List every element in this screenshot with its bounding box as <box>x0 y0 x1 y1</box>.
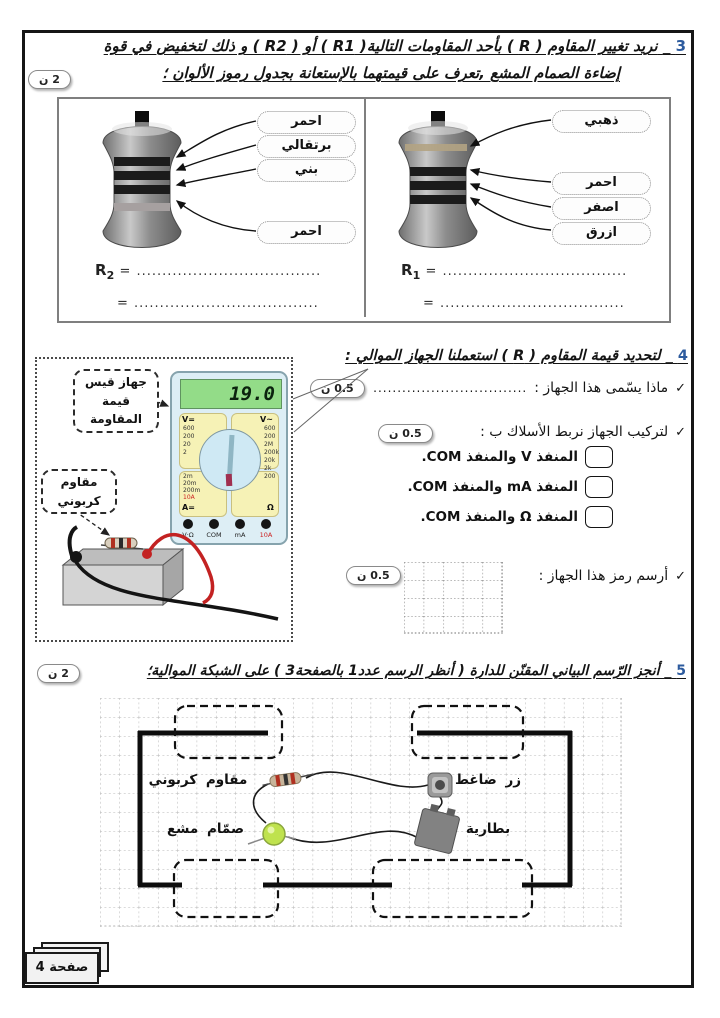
port-label-ma: mA <box>234 531 246 539</box>
r1-answer-line-1[interactable]: $R_1$ = .................................... <box>401 261 628 282</box>
callout-carbon-resistor: مقاوم كربوني <box>41 469 117 514</box>
section4-number: 4 <box>677 348 688 364</box>
range-vdc-600: 600 <box>183 425 195 432</box>
wiring-option-row-3: المنفذ Ω والمنفذ COM. <box>420 506 613 528</box>
checkbox-option-v-com[interactable] <box>585 446 613 468</box>
resistor-panel <box>57 97 671 323</box>
range-a-200m: 200m <box>183 487 201 494</box>
r1-band-label-4: ازرق <box>552 222 651 245</box>
circuit-drawing-grid[interactable] <box>100 698 622 927</box>
section3-title-text: نريد تغيير المقاوم ( R ) بأحد المقاومات التالية( R1 ) أو ( R2 ) و ذلك لتخفيض في قوة <box>103 37 658 55</box>
resistor-on-battery-photo <box>43 507 285 637</box>
question-wiring: ✓ لتركيب الجهاز نربط الأسلاك ب : <box>480 424 686 440</box>
r1-band-label-3: اصفر <box>552 197 651 220</box>
section3-number: 3 <box>675 37 686 55</box>
dial-needle <box>200 430 260 490</box>
range-a-10a: 10A <box>183 494 195 501</box>
range-r-600: 600 <box>264 425 276 432</box>
range-r-200ohm: 200 <box>264 473 276 480</box>
photo-push-button <box>428 773 452 797</box>
range-r-2m: 2M <box>264 441 273 448</box>
port-label-10a: 10A <box>259 531 273 539</box>
section3-points-badge: 2 ن <box>28 70 71 89</box>
multimeter-display: 19.0 <box>180 379 282 409</box>
section3-title-line1 <box>104 37 686 55</box>
range-vdc-2: 2 <box>183 449 187 456</box>
range-a-2m: 2m <box>183 473 193 480</box>
checkbox-option-ma-com[interactable] <box>585 476 613 498</box>
q1-points-badge: 0.5 ن <box>310 379 365 398</box>
r2-answer-line-2[interactable]: = .................................... <box>117 296 319 311</box>
multimeter-figure-box <box>35 357 293 642</box>
wiring-option-row-2: المنفذ mA والمنفذ COM. <box>407 476 613 498</box>
label-battery: بطارية <box>465 821 511 837</box>
label-led: صمّام مشع <box>166 821 245 837</box>
section4-title: 4 _ لتحديد قيمة المقاوم ( R ) استعملنا الجهاز الموالي : <box>345 348 688 364</box>
r2-band-label-4: احمر <box>257 221 356 244</box>
answer-blank[interactable]: ................................ <box>373 381 528 395</box>
range-vdc-20: 20 <box>183 441 191 448</box>
r1-band-label-2: احمر <box>552 172 651 195</box>
range-vdc-200: 200 <box>183 433 195 440</box>
q2-points-badge: 0.5 ن <box>378 424 433 443</box>
range-r-200k: 200k <box>264 449 279 456</box>
multimeter-dial[interactable] <box>199 429 261 491</box>
section5-points-badge: 2 ن <box>37 664 80 683</box>
r2-answer-line-1[interactable]: $R_2$ = .................................... <box>95 261 322 282</box>
wiring-option-row-1: المنفذ V والمنفذ COM. <box>422 446 613 468</box>
dial-label-ohm: Ω <box>267 503 274 512</box>
section5-title: 5 _ أنجز الرّسم البياني المقنّن للدارة ( أنظر الرسم عدد1 بالصفحة3 ) على الشبكة الموالية؛ <box>146 663 686 679</box>
footer-card-front <box>25 952 99 984</box>
range-a-20m: 20m <box>183 480 197 487</box>
r1-answer-line-2[interactable]: = .................................... <box>423 296 625 311</box>
port-label-vohm: V·Ω <box>182 531 194 539</box>
q3-points-badge: 0.5 ن <box>346 566 401 585</box>
r1-band-label-1: ذهبي <box>552 110 651 133</box>
range-r-200: 200 <box>264 433 276 440</box>
port-label-com: COM <box>206 531 222 539</box>
section3-title-line2: إضاءة الصمام المشع ,تعرف على قيمتهما بالإستعانة بجدول رموز الألوان ؛ <box>162 64 620 82</box>
page-number-label: صفحة 4 <box>35 960 89 975</box>
check-icon: ✓ <box>675 568 686 584</box>
section3-sep: _ <box>662 37 671 55</box>
r2-band-label-1: احمر <box>257 111 356 134</box>
footer-page-tab <box>25 942 119 986</box>
range-r-20k: 20k <box>264 457 276 464</box>
check-icon: ✓ <box>675 424 686 440</box>
question-draw-symbol: ✓ أرسم رمز هذا الجهاز : <box>538 568 686 584</box>
label-push-button: زر ضاغط <box>454 772 522 788</box>
question-device-name: ✓ ماذا يسّمى هذا الجهاز : ................................ <box>373 380 686 396</box>
dial-label-amp: A= <box>182 503 195 512</box>
dial-label-vac: V~ <box>260 415 273 424</box>
label-carbon-resistor: مقاوم كربوني <box>148 772 248 788</box>
check-icon: ✓ <box>675 380 686 396</box>
section5-number: 5 <box>676 663 686 679</box>
symbol-drawing-grid[interactable] <box>404 562 503 634</box>
r2-band-label-2: برتقالي <box>257 135 356 158</box>
r2-band-label-3: بني <box>257 159 356 182</box>
callout-measuring-device: جهاز قيس قيمة المقاومة <box>73 369 159 433</box>
checkbox-option-ohm-com[interactable] <box>585 506 613 528</box>
dial-label-vdc: V= <box>182 415 195 424</box>
range-r-2k: 2k <box>264 465 272 472</box>
